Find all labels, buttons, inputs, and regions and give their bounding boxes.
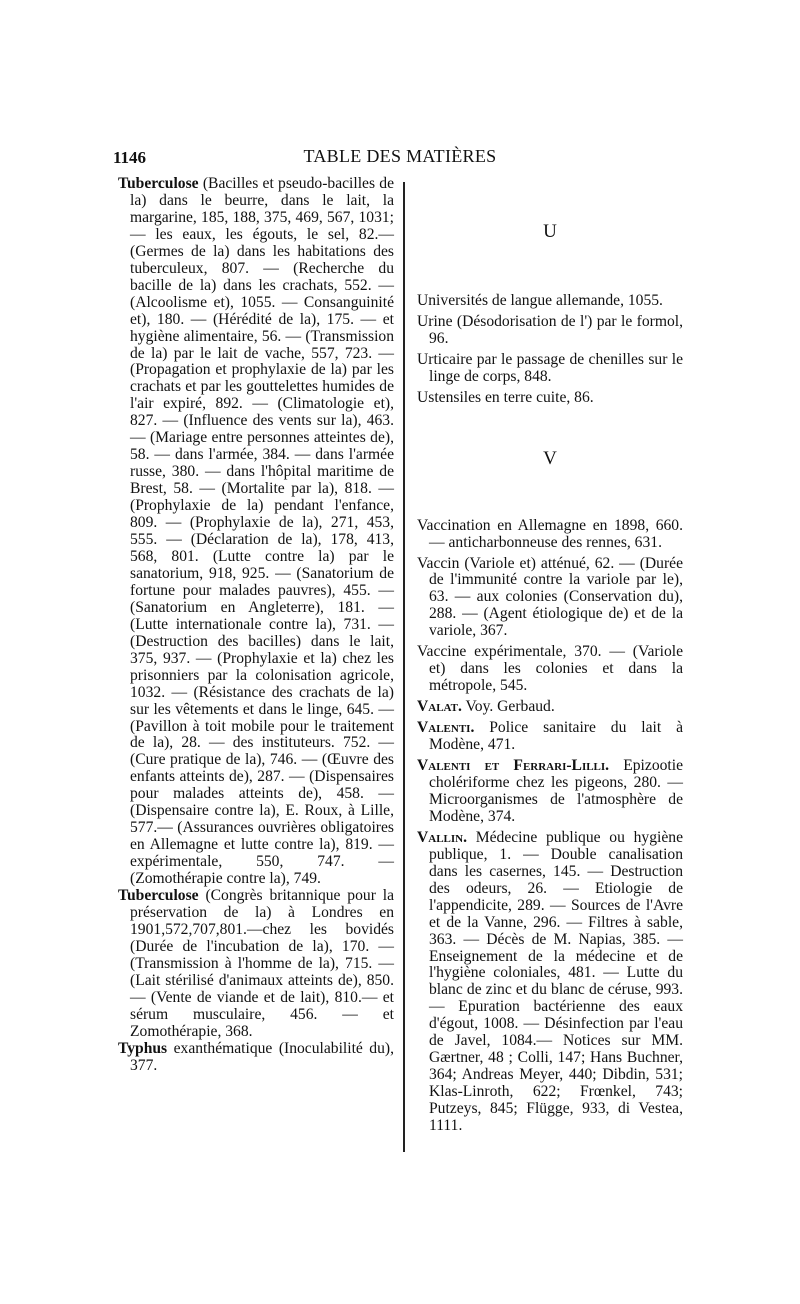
entry-heading: Tuberculose: [118, 175, 199, 192]
author-name: Valat.: [417, 698, 462, 716]
author-name: Valenti et Ferrari-Lilli.: [417, 757, 610, 775]
entry-heading: Tuberculose: [118, 887, 199, 905]
index-entry: [417, 830, 683, 1135]
index-entry: [118, 176, 394, 888]
index-entry: Ustensiles en terre cuite, 86.: [417, 388, 594, 406]
index-entry: [417, 720, 683, 754]
index-entry: Vaccination en Allemagne en 1898, 660. — anticharbonneuse des rennes, 631.: [417, 516, 683, 551]
index-entry: [118, 888, 394, 1041]
entry-text: Epizootie cholériforme chez les pigeons, 280. — Microorganismes de l'atmosphère de Modène, 374.: [429, 757, 683, 825]
index-entry: [118, 1041, 394, 1075]
right-column: [417, 176, 683, 1139]
section-letter-v: V: [543, 447, 557, 469]
entry-text: exanthématique (Inoculabilité du), 377.: [130, 1039, 394, 1074]
column-divider: [403, 182, 405, 1152]
entry-text: (Congrès britannique pour la préservation de la) à Londres en 1901,572,707,801.—chez les bovidés (Durée de l'incubation de la), 170. — (Transmission à l'homme de la), 715. — (Lait stérilisé d'animaux atteints de), 850. — (Vente de viande et de lait), 810.— et sérum musculaire, 456. — et Zomothérapie, 368.: [130, 887, 394, 1040]
index-entry: Vaccin (Variole et) atténué, 62. — (Durée de l'immunité contre la variole par le), 63. — aux colonies (Conservation du), 288. — (Agent étiologique de) et de la variole, 367.: [417, 554, 683, 640]
entry-text: (Bacilles et pseudo-bacilles de la) dans le beurre, dans le lait, la margarine, 185, 188, 375, 469, 567, 1031; — les eaux, les égouts, le sel, 82.— (Germes de la) dans les habitations des tuberculeux, 807. — (Recherche du bacille de la) dans les crachats, 552. — (Alcoolisme et), 1055. — Consanguinité et), 180. — (Hérédité de la), 175. — et hygiène alimentaire, 56. — (Transmission de la) par le lait de vache, 557, 723. — (Propagation et prophylaxie de la) par les crachats et par les gouttelettes humides de l'air expiré, 892. — (Climatologie et), 827. — (Influence des vents sur la), 463. — (Mariage entre personnes atteintes de), 58. — dans l'armée, 384. — dans l'armée russe, 380. — dans l'hôpital maritime de Brest, 58. — (Mortalite par la), 818. — (Prophylaxie de la) pendant l'enfance, 809. — (Prophylaxie de la), 271, 453, 555. — (Déclaration de la), 178, 413, 568, 801. (Lutte contre la) par le sanatorium, 918, 925. — (Sanatorium de fortune pour malades pauvres), 455. — (Sanatorium en Angleterre), 181. — (Lutte internationale contre la), 731. — (Destruction des bacilles) dans le lait, 375, 937. — (Prophylaxie et la) chez les prisonniers par la colonisation agricole, 1032. — (Résistance des crachats de la) sur les vêtements et dans le linge, 645. — (Pavillon à toit mobile pour le traitement de la), 28. — des instituteurs. 752. — (Cure pratique de la), 746. — (Œuvre des enfants atteints de), 287. — (Dispensaires pour malades atteints de), 458. — (Dispensaire contre la), E. Roux, à Lille, 577.— (Assurances ouvrières obligatoires en Allemagne et lutte contre la), 819. — expérimentale, 550, 747. — (Zomothérapie contre la), 749.: [130, 175, 394, 888]
page-number: 1146: [113, 148, 147, 167]
index-entry: [417, 758, 683, 826]
author-name: Valenti.: [417, 719, 475, 737]
author-name: Vallin.: [417, 828, 468, 846]
index-entry: [417, 699, 683, 716]
index-entry: Universités de langue allemande, 1055.: [417, 291, 663, 309]
section-letter-u: U: [543, 221, 557, 242]
running-title: TABLE DES MATIÈRES: [303, 146, 497, 166]
entry-heading: Typhus: [118, 1039, 168, 1057]
index-entry: Urine (Désodorisation de l') par le formol, 96.: [417, 312, 683, 347]
index-entry: Urticaire par le passage de chenilles sur le linge de corps, 848.: [417, 350, 683, 385]
left-column: [118, 176, 394, 1075]
entry-text: Police sanitaire du lait à Modène, 471.: [429, 719, 683, 754]
entry-text: Médecine publique ou hygiène publique, 1. — Double canalisation dans les casernes, 145. — Destruction des odeurs, 26. — Etiologie de l'appendicite, 289. — Sources de l'Avre et de la Vanne, 296. — Filtres à sable, 363. — Décès de M. Napias, 385. —Enseignement de la médecine et de l'hygiène coloniales, 481. — Lutte du blanc de zinc et du blanc de céruse, 993. — Epuration bactérienne des eaux d'égout, 1008. — Désinfection par l'eau de Javel, 1084.— Notices sur MM. Gærtner, 48 ; Colli, 147; Hans Buchner, 364; Andreas Meyer, 440; Dibdin, 531; Klas-Linroth, 622; Frœnkel, 743; Putzeys, 845; Flügge, 933, di Vestea, 1111.: [429, 828, 683, 1135]
index-entry: Vaccine expérimentale, 370. — (Variole et) dans les colonies et dans la métropole, 545.: [417, 643, 683, 695]
entry-text: Voy. Gerbaud.: [461, 698, 555, 716]
